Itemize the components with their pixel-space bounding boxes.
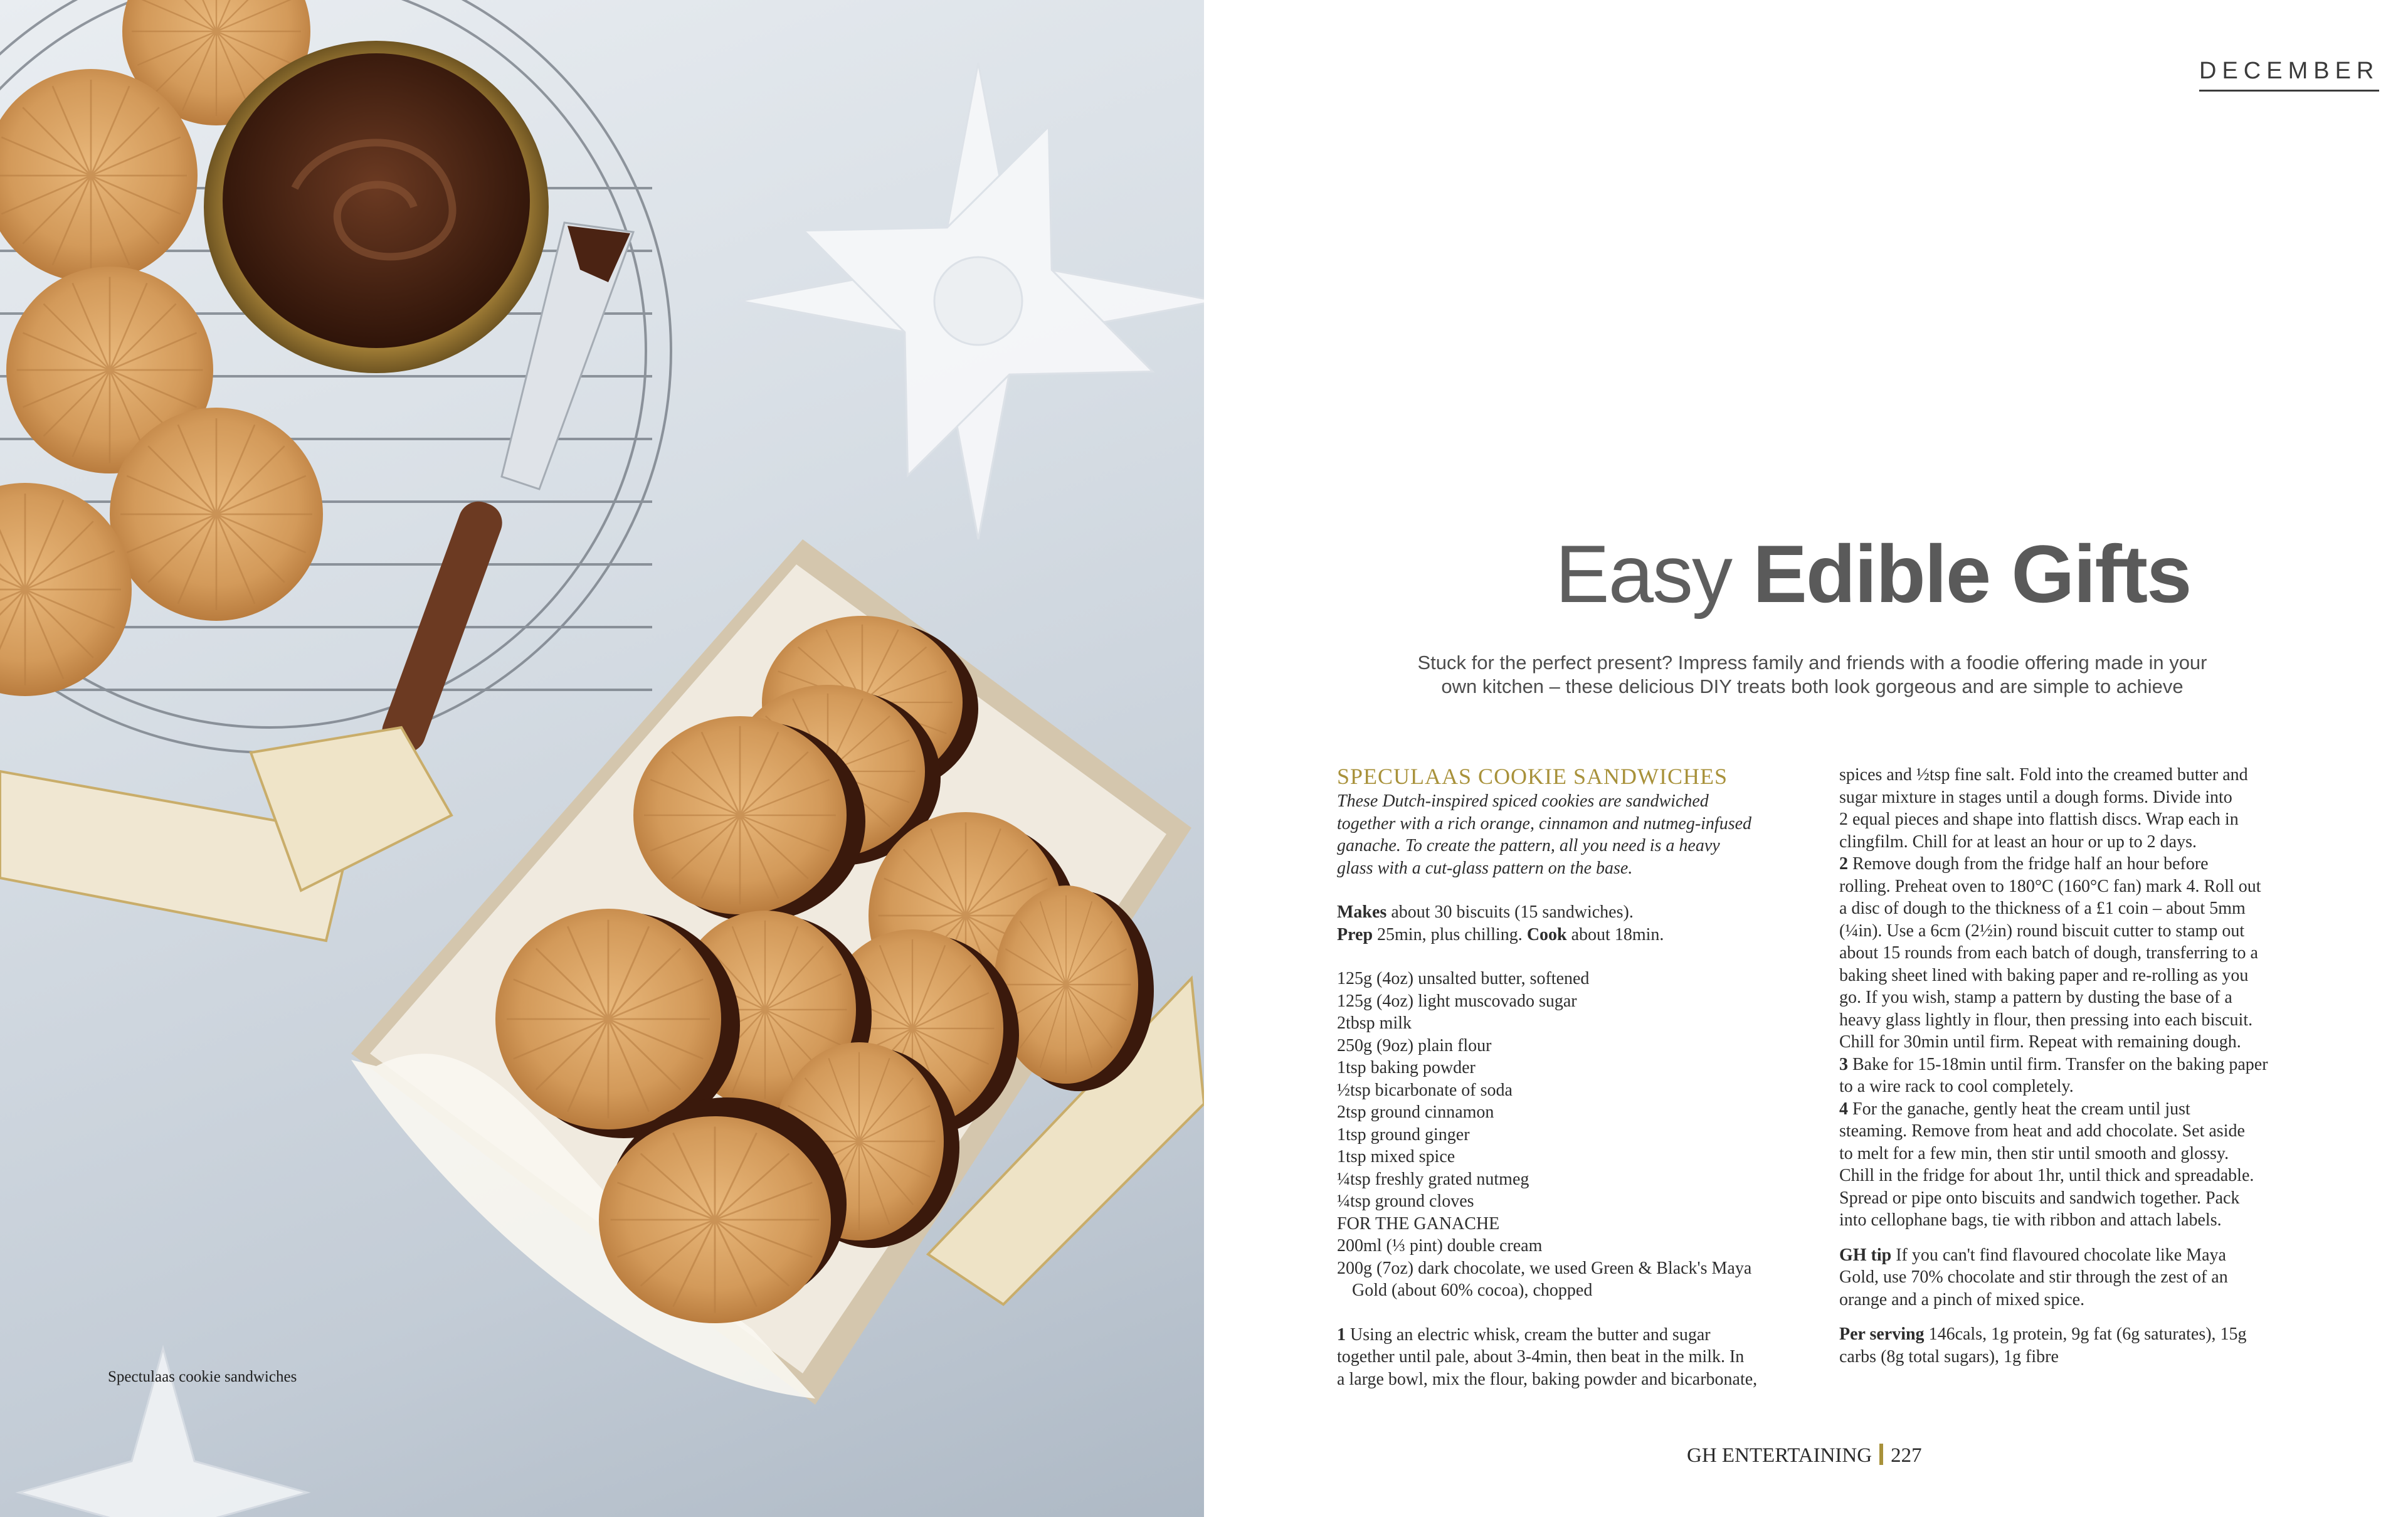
ingredient: 125g (4oz) unsalted butter, softened [1337, 969, 1590, 988]
recipe-column-right [1839, 764, 2316, 1368]
ingredient: ¼tsp freshly grated nutmeg [1337, 1169, 1529, 1189]
step-text: 2 equal pieces and shape into flattish discs. Wrap each in [1839, 810, 2239, 829]
intro-standfirst [1392, 651, 2232, 699]
prep-line [1337, 924, 1814, 946]
description-line: ganache. To create the pattern, all you need is a heavy [1337, 836, 1720, 855]
step-text: rolling. Preheat oven to 180°C (160°C fan) mark 4. Roll out [1839, 876, 2261, 896]
nutrition-label: Per serving [1839, 1324, 1925, 1344]
step-text: go. If you wish, stamp a pattern by dusting the base of a [1839, 988, 2232, 1007]
ingredient: 2tsp ground cinnamon [1337, 1102, 1494, 1122]
step-text: Chill for 30min until firm. Repeat with remaining dough. [1839, 1032, 2241, 1052]
step-text: Using an electric whisk, cream the butter and sugar [1350, 1324, 1711, 1345]
nutrition-text: 146cals, 1g protein, 9g fat (6g saturates), 15g [1928, 1324, 2247, 1344]
step-text: baking sheet lined with baking paper and re-rolling as you [1839, 965, 2249, 985]
ingredient: 1tsp baking powder [1337, 1058, 1476, 1077]
step-text: a large bowl, mix the flour, baking powder and bicarbonate, [1337, 1369, 1758, 1389]
prep-label: Prep [1337, 924, 1373, 944]
method-step-1 [1337, 1324, 1814, 1391]
step-text: For the ganache, gently heat the cream until just [1852, 1099, 2190, 1119]
intro-line: own kitchen – these delicious DIY treats both look gorgeous and are simple to achieve [1441, 675, 2184, 697]
title-light: Easy [1555, 528, 1732, 620]
step-text: together until pale, about 3-4min, then beat in the milk. In [1337, 1347, 1745, 1366]
recipe-title: SPECULAAS COOKIE SANDWICHES [1337, 764, 1728, 789]
step-text: to melt for a few min, then stir until smooth and glossy. [1839, 1143, 2229, 1163]
ganache-subheading: FOR THE GANACHE [1337, 1213, 1500, 1234]
ingredient: ½tsp bicarbonate of soda [1337, 1080, 1513, 1100]
title-bold: Edible Gifts [1753, 528, 2191, 620]
ingredient: Gold (about 60% cocoa), chopped [1352, 1281, 1593, 1300]
photo-caption: Spectulaas cookie sandwiches [108, 1368, 297, 1385]
intro-line: Stuck for the perfect present? Impress family and friends with a foodie offering made in your [1417, 652, 2207, 674]
cook-label: Cook [1526, 924, 1567, 944]
step-text: Bake for 15-18min until firm. Transfer on the baking paper [1852, 1054, 2268, 1074]
step-text: spices and ½tsp fine salt. Fold into the creamed butter and [1839, 765, 2248, 785]
footer-divider [1879, 1444, 1883, 1465]
footer-section: GH ENTERTAINING [1687, 1444, 1872, 1467]
ingredient: 200ml (⅓ pint) double cream [1337, 1236, 1543, 1255]
step-text: sugar mixture in stages until a dough forms. Divide into [1839, 787, 2232, 807]
step-text: Remove dough from the fridge half an hour before [1852, 854, 2209, 874]
description-line: glass with a cut-glass pattern on the base. [1337, 858, 1633, 878]
ingredient: 1tsp ground ginger [1337, 1124, 1470, 1144]
ingredient: ¼tsp ground cloves [1337, 1192, 1474, 1211]
cook-text: about 18min. [1571, 924, 1664, 944]
step-text: heavy glass lightly in flour, then pressing into each biscuit. [1839, 1010, 2253, 1030]
description-line: These Dutch-inspired spiced cookies are sandwiched [1337, 791, 1709, 811]
recipe-column-left [1337, 764, 1814, 1390]
page-number: 227 [1891, 1444, 1922, 1467]
method-step-3 [1839, 1054, 2316, 1098]
makes-text: about 30 biscuits (15 sandwiches). [1391, 902, 1634, 922]
method-step-4 [1839, 1098, 2316, 1232]
gh-tip [1839, 1244, 2316, 1311]
step-text: into cellophane bags, tie with ribbon and attach labels. [1839, 1210, 2222, 1230]
tip-text: Gold, use 70% chocolate and stir through the zest of an [1839, 1267, 2228, 1287]
ingredient: 200g (7oz) dark chocolate, we used Green & Black's Maya [1337, 1258, 1752, 1278]
step-text: clingfilm. Chill for at least an hour or up to 2 days. [1839, 832, 2197, 852]
tip-text: orange and a pinch of mixed spice. [1839, 1289, 2085, 1309]
method-step-2 [1839, 853, 2316, 1054]
section-label: DECEMBER [2199, 58, 2379, 92]
step-text: (¼in). Use a 6cm (2½in) round biscuit cutter to stamp out [1839, 921, 2245, 941]
recipe-description [1337, 790, 1814, 879]
step-text: steaming. Remove from heat and add chocolate. Set aside [1839, 1121, 2245, 1141]
description-line: together with a rich orange, cinnamon and nutmeg-infused [1337, 813, 1752, 833]
page-footer [1687, 1444, 1922, 1467]
nutrition-info [1839, 1323, 2316, 1368]
tip-text: If you can't find flavoured chocolate like Maya [1896, 1245, 2226, 1265]
page-title [1555, 527, 2190, 621]
step-number: 2 [1839, 854, 1848, 874]
tip-label: GH tip [1839, 1245, 1892, 1265]
chocolate-ganache-bowl [204, 41, 549, 373]
step-text: to a wire rack to cool completely. [1839, 1077, 2074, 1096]
step-text: a disc of dough to the thickness of a £1 coin – about 5mm [1839, 899, 2246, 918]
ingredient: 125g (4oz) light muscovado sugar [1337, 991, 1577, 1011]
step-text: Chill in the fridge for about 1hr, until thick and spreadable. [1839, 1166, 2254, 1185]
step-text: Spread or pipe onto biscuits and sandwich together. Pack [1839, 1188, 2240, 1208]
paper-star-decoration [733, 56, 1204, 546]
makes-label: Makes [1337, 902, 1387, 922]
ingredients-list [1337, 968, 1814, 1302]
ingredient: 250g (9oz) plain flour [1337, 1035, 1492, 1055]
ingredient: 2tbsp milk [1337, 1013, 1412, 1033]
step-number: 4 [1839, 1099, 1848, 1119]
method-step-1-continued [1839, 764, 2316, 853]
nutrition-text: carbs (8g total sugars), 1g fibre [1839, 1346, 2059, 1366]
prep-text: 25min, plus chilling. [1377, 924, 1523, 944]
step-number: 1 [1337, 1324, 1346, 1345]
step-text: about 15 rounds from each batch of dough, transferring to a [1839, 943, 2258, 963]
makes-line [1337, 901, 1814, 924]
step-number: 3 [1839, 1054, 1848, 1074]
ingredient: 1tsp mixed spice [1337, 1147, 1455, 1166]
